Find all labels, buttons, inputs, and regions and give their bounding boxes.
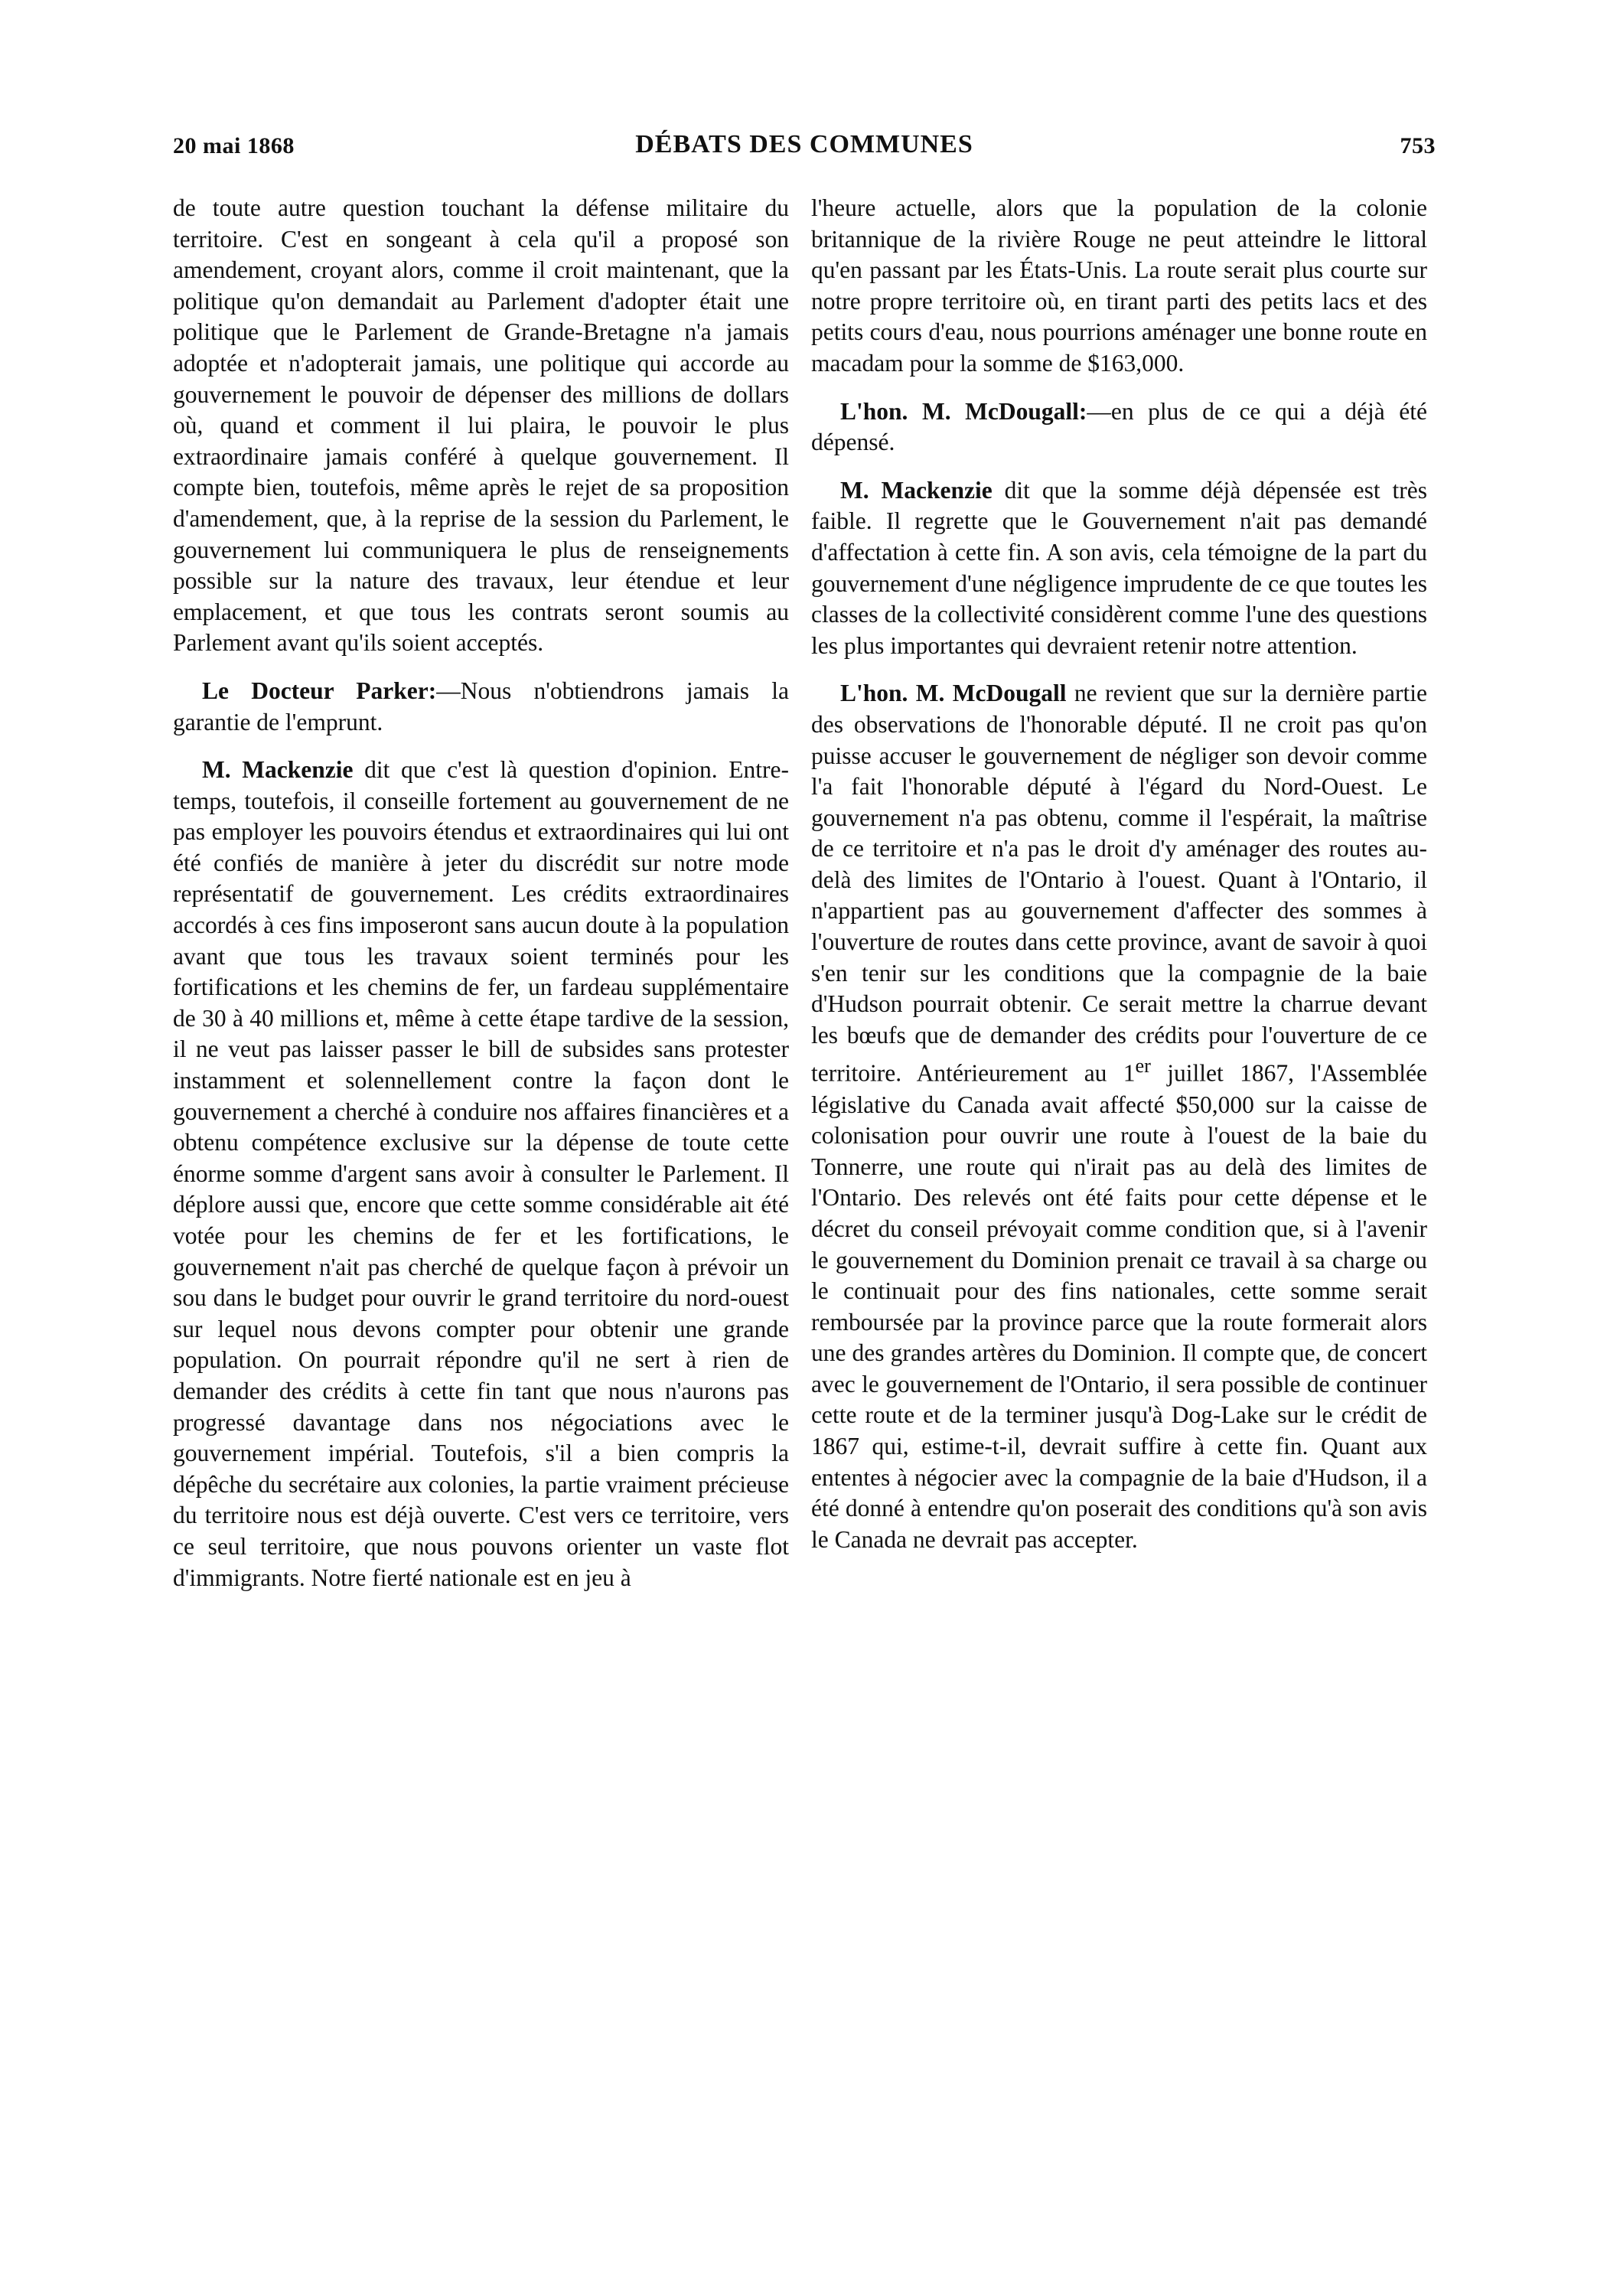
speech-text: dit que c'est là question d'opinion. Entre-temps, toutefois, il conseille fortement au gouvernement de ne pas employer les pouvoirs étendus et extraordinaires qui lui ont été confiés de manière à jeter du discrédit sur notre mode représentatif de gouvernement. Les crédits extraordinaires accordés à ces fins imposeront sans aucun doute à la population avant que tous les travaux soient terminés pour les fortifications et les chemins de fer, un fardeau supplémentaire de 30 à 40 millions et, même à cette étape tardive de la session, il ne veut pas laisser passer le bill de subsides sans protester instamment et solennellement contre la façon dont le gouvernement a cherché à conduire nos affaires financières et a obtenu compétence exclusive sur la dépense de toute cette énorme somme d'argent sans avoir à consulter le Parlement. Il déplore aussi que, encore que cette somme considérable ait été votée pour les chemins de fer et les fortifications, le gouvernement n'ait pas cherché de quelque façon à prévoir un sou dans le budget pour ouvrir le grand territoire du nord-ouest sur lequel nous devons compter pour obtenir une grande population. On pourrait répondre qu'il ne sert à rien de demander des crédits à cette fin tant que nous n'aurons pas progressé davantage dans nos négociations avec le gouvernement impérial. Toutefois, s'il a bien compris la dépêche du secrétaire aux colonies, la partie vraiment précieuse du territoire nous est déjà ouverte. C'est vers ce territoire, vers ce seul territoire, que nous pouvons orienter un vaste flot d'immigrants. Notre fierté nationale est en jeu à (173, 756, 789, 1591)
speech-text: dit que la somme déjà dépensée est très faible. Il regrette que le Gouvernement n'ait pas demandé d'affectation à cette fin. A son avis, cela témoigne de la part du gouvernement d'une négligence imprudente de ce que toutes les classes de la collectivité considèrent comme l'une des questions les plus importantes qui devraient retenir notre attention. (811, 476, 1427, 659)
paragraph (173, 676, 789, 738)
paragraph: de toute autre question touchant la défense militaire du territoire. C'est en songeant à cela qu'il a proposé son amendement, croyant alors, comme il croit maintenant, que la politique qu'on demandait au Parlement d'adopter était une politique que le Parlement de Grande-Bretagne n'a jamais adoptée et n'adopterait jamais, une politique qui accorde au gouvernement le pouvoir de dépenser des millions de dollars où, quand et comment il lui plaira, le pouvoir le plus extraordinaire jamais conféré à quelque gouvernement. Il compte bien, toutefois, même après le rejet de sa proposition d'amendement, que, à la reprise de la session du Parlement, le gouvernement lui communiquera le plus de renseignements possible sur la nature des travaux, leur étendue et leur emplacement, et que tous les contrats seront soumis au Parlement avant qu'ils soient acceptés. (173, 194, 789, 657)
header-date: 20 mai 1868 (173, 133, 295, 158)
paragraph (811, 396, 1427, 458)
speech-text: juillet 1867, l'Assemblée législative du Canada avait affecté $50,000 sur la caisse de colonisation pour ouvrir une route à l'ouest de la baie du Tonnerre, une route qui n'irait pas au delà des limites de l'Ontario. Des relevés ont été faits pour cette dépense et le décret du conseil prévoyait comme condition que, si à l'avenir le gouvernement du Dominion prenait ce travail à sa charge ou le continuait pour des fins nationales, cette somme serait remboursée par la province parce que la route formerait alors une des grandes artères du Dominion. Il compte que, de concert avec le gouvernement de l'Ontario, il sera possible de continuer cette route et de la terminer jusqu'à Dog-Lake sur le crédit de 1867 qui, estime-t-il, devrait suffire à cette fin. Quant aux ententes à négocier avec la compagnie de la baie d'Hudson, il a été donné à entendre qu'on poserait des conditions qu'à son avis le Canada ne devrait pas accepter. (811, 1059, 1427, 1553)
speaker-name: Le Docteur Parker: (202, 677, 437, 704)
header-title: DÉBATS DES COMMUNES (635, 130, 973, 158)
speech-text: —en plus de ce qui a déjà été dépensé. (811, 397, 1427, 456)
paragraph (173, 755, 789, 1593)
paragraph (811, 475, 1427, 662)
speaker-name: L'hon. M. McDougall (840, 680, 1067, 707)
speaker-name: L'hon. M. McDougall: (840, 397, 1087, 425)
paragraph: l'heure actuelle, alors que la population de la colonie britannique de la rivière Rouge ne peut atteindre le littoral qu'en passant par les États-Unis. La route serait plus courte sur notre propre territoire où, en tirant parti des petits lacs et des petits cours d'eau, nous pourrions aménager une bonne route en macadam pour la somme de $163,000. (811, 194, 1427, 377)
left-column (173, 193, 789, 1610)
speech-text: —Nous n'obtiendrons jamais la garantie de l'emprunt. (173, 677, 790, 735)
speech-text: ne revient que sur la dernière partie des observations de l'honorable député. Il ne croit pas qu'on puisse accuser le gouvernement de négliger son devoir comme l'a fait l'honorable député à l'égard du Nord-Ouest. Le gouvernement n'a pas obtenu, comme il l'espérait, la maîtrise de ce territoire et n'a pas le droit d'y aménager des routes au-delà des limites de l'Ontario à l'ouest. Quant à l'Ontario, il n'appartient pas au gouvernement d'affecter des sommes à l'ouverture de routes dans cette province, avant de savoir à quoi s'en tenir sur les conditions que la compagnie de la baie d'Hudson pourrait obtenir. Ce serait mettre la charrue devant les bœufs que de demander des crédits pour l'ouverture de ce territoire. Antérieurement au 1 (811, 680, 1427, 1087)
right-column (811, 193, 1427, 1572)
ordinal-superscript: er (1135, 1055, 1151, 1078)
speaker-name: M. Mackenzie (202, 756, 354, 784)
speaker-name: M. Mackenzie (840, 476, 993, 504)
page-header (173, 127, 1436, 165)
paragraph (811, 678, 1427, 1555)
page-number: 753 (1400, 133, 1436, 158)
